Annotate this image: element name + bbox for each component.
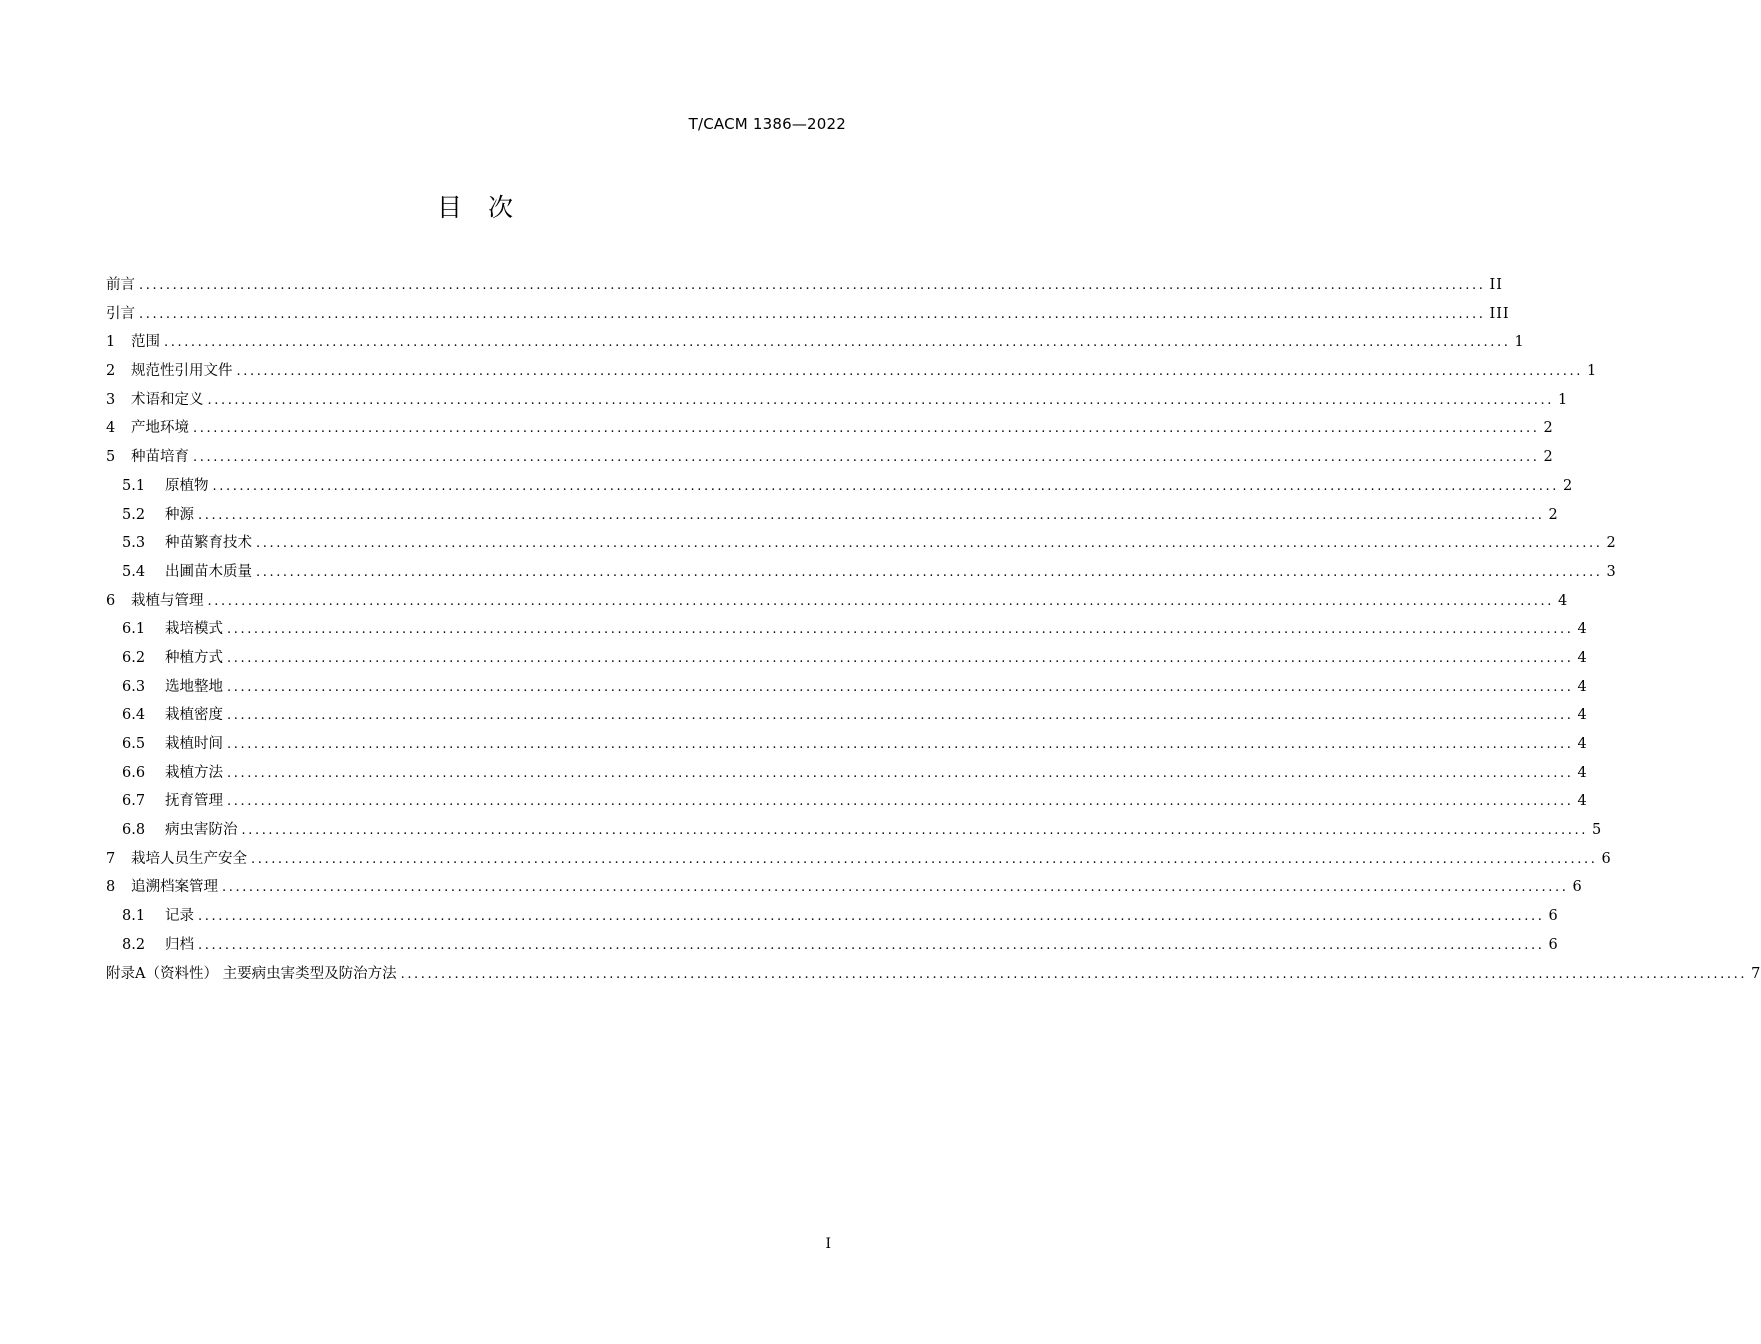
toc-entry-page: 7 [1751,965,1761,982]
toc-entry-label: 范围 [131,334,160,351]
page-number: I [825,1236,831,1252]
toc-entry-label: 出圃苗木质量 [165,563,252,580]
toc-dot-leader: ........................................................................................................................................................................................................ [241,823,1588,839]
toc-entry[interactable] [106,873,1583,902]
toc-entry-page: 6 [1601,850,1612,867]
toc-entry-page: 4 [1577,678,1588,695]
toc-entry-label: 种苗培育 [131,449,189,466]
toc-entry-page: 6 [1572,879,1583,896]
toc-entry[interactable] [106,701,1588,730]
toc-dot-leader: ........................................................................................................................................................................................................ [227,708,1574,724]
toc-entry-label: 产地环境 [131,420,189,437]
toc-entry-page: 2 [1562,477,1574,494]
toc-dot-leader: ........................................................................................................................................................................................................ [227,679,1574,695]
toc-dot-leader: ........................................................................................................................................................................................................ [207,392,1554,408]
toc-dot-leader: ........................................................................................................................................................................................................ [207,593,1554,609]
toc-entry-number: 5.2 [122,506,146,523]
toc-entry-label: 规范性引用文件 [131,363,233,380]
toc-entry-label: 种源 [165,506,194,523]
toc-entry-number: 5.4 [122,563,146,580]
toc-entry-page: 4 [1577,707,1588,724]
toc-entry[interactable] [106,300,1510,329]
toc-dot-leader: ........................................................................................................................................................................................................ [227,650,1574,666]
page-title: 目次 [436,193,539,222]
toc-entry[interactable] [106,328,1525,357]
toc-entry-page: 1 [1586,363,1598,380]
toc-dot-leader: ........................................................................................................................................................................................................ [222,880,1569,896]
toc-entry-page: 1 [1557,391,1569,408]
toc-entry-label: 种苗繁育技术 [165,535,252,552]
toc-dot-leader: ........................................................................................................................................................................................................ [256,536,1603,552]
toc-entry-label: 附录A（资料性） 主要病虫害类型及防治方法 [106,965,397,982]
toc-entry-number: 5.1 [122,477,146,494]
toc-entry-page: 4 [1577,764,1588,781]
toc-entry[interactable] [106,845,1612,874]
toc-entry-page: 2 [1543,420,1554,437]
toc-entry-number: 5 [106,449,116,466]
toc-entry-number: 6.5 [122,736,146,752]
toc-entry[interactable] [106,501,1559,530]
toc-entry[interactable] [106,587,1569,616]
toc-entry-number: 5.3 [122,535,146,552]
toc-dot-leader: ........................................................................................................................................................................................................ [227,737,1574,752]
toc-entry-label: 引言 [106,305,135,322]
toc-dot-leader: ........................................................................................................................................................................................................ [198,507,1545,523]
toc-entry[interactable] [106,931,1559,960]
toc-entry[interactable] [106,787,1588,816]
toc-entry-number: 6.8 [122,822,146,839]
toc-entry-label: 栽植与管理 [131,592,204,609]
toc-entry-page: 4 [1577,621,1588,638]
toc-dot-leader: ........................................................................................................................................................................................................ [236,364,1583,380]
toc-entry-page: 2 [1606,535,1617,552]
toc-entry-label: 追溯档案管理 [131,879,218,896]
toc-dot-leader: ........................................................................................................................................................................................................ [256,564,1603,580]
toc-entry-label: 栽植方法 [165,764,223,781]
toc-entry[interactable] [106,960,1761,989]
toc-entry[interactable] [106,472,1574,501]
toc-dot-leader: ........................................................................................................................................................................................................ [198,937,1545,953]
toc-entry[interactable] [106,816,1603,845]
toc-entry[interactable] [106,558,1617,587]
toc-entry-number: 7 [106,850,116,867]
toc-entry-number: 1 [106,334,116,351]
toc-dot-leader: ........................................................................................................................................................................................................ [251,851,1598,867]
toc-dot-leader: ........................................................................................................................................................................................................ [227,765,1574,781]
toc-entry-number: 8 [106,879,116,896]
toc-entry-page: 3 [1606,563,1617,580]
toc-entry[interactable] [106,644,1588,673]
toc-entry-number: 6.2 [122,649,146,666]
toc-entry-label: 记录 [165,908,194,925]
toc-entry-page: 4 [1577,736,1588,752]
toc-entry-number: 8.1 [122,908,146,925]
toc-entry-page: III [1489,305,1510,322]
toc-entry-label: 前言 [106,277,135,293]
toc-entry[interactable] [106,902,1559,931]
toc-entry-label: 术语和定义 [131,391,204,408]
toc-entry-page: 4 [1577,793,1588,810]
toc-entry[interactable] [106,414,1554,443]
toc-entry[interactable] [106,357,1598,386]
toc-dot-leader: ........................................................................................................................................................................................................ [193,450,1540,466]
toc-entry-page: 2 [1543,449,1554,466]
toc-entry[interactable] [106,673,1588,702]
toc-entry-label: 栽培人员生产安全 [131,850,247,867]
toc-entry-number: 6.7 [122,793,146,810]
table-of-contents [106,271,1761,988]
toc-dot-leader: ........................................................................................................................................................................................................ [139,306,1486,322]
toc-entry[interactable] [106,529,1617,558]
toc-entry-label: 栽植时间 [165,736,223,752]
toc-entry-page: II [1489,277,1503,293]
toc-entry-number: 3 [106,391,116,408]
toc-entry-label: 栽植密度 [165,707,223,724]
toc-entry-label: 抚育管理 [165,793,223,810]
toc-entry-label: 原植物 [165,477,209,494]
toc-entry-page: 6 [1548,908,1559,925]
toc-dot-leader: ........................................................................................................................................................................................................ [400,966,1748,982]
toc-dot-leader: ........................................................................................................................................................................................................ [212,478,1559,494]
toc-entry-number: 6.1 [122,621,146,638]
toc-entry-number: 6.6 [122,764,146,781]
toc-entry[interactable] [106,443,1554,472]
toc-dot-leader: ........................................................................................................................................................................................................ [164,335,1511,351]
toc-entry[interactable] [106,386,1569,415]
toc-dot-leader: ........................................................................................................................................................................................................ [227,794,1574,810]
toc-entry-label: 病虫害防治 [165,822,238,839]
toc-dot-leader: ........................................................................................................................................................................................................ [139,278,1486,293]
toc-entry-page: 2 [1548,506,1559,523]
toc-dot-leader: ........................................................................................................................................................................................................ [227,622,1574,638]
toc-entry-label: 栽培模式 [165,621,223,638]
toc-entry-number: 6 [106,592,116,609]
toc-entry-number: 6.3 [122,678,146,695]
toc-entry-page: 6 [1548,936,1559,953]
toc-entry[interactable] [106,759,1588,788]
toc-dot-leader: ........................................................................................................................................................................................................ [198,909,1545,925]
toc-entry-number: 2 [106,363,116,380]
toc-entry-number: 6.4 [122,707,146,724]
toc-entry[interactable] [106,730,1588,759]
toc-entry-page: 4 [1557,592,1569,609]
document-code: T/CACM 1386—2022 [688,115,846,133]
toc-entry[interactable] [106,271,1503,300]
toc-entry-label: 归档 [165,936,194,953]
toc-entry[interactable] [106,615,1588,644]
toc-entry-number: 8.2 [122,936,146,953]
toc-entry-page: 5 [1591,822,1603,839]
toc-entry-label: 选地整地 [165,678,223,695]
toc-dot-leader: ........................................................................................................................................................................................................ [193,421,1540,437]
toc-entry-label: 种植方式 [165,649,223,666]
toc-entry-page: 4 [1577,649,1588,666]
toc-entry-number: 4 [106,420,116,437]
toc-entry-page: 1 [1514,334,1525,351]
